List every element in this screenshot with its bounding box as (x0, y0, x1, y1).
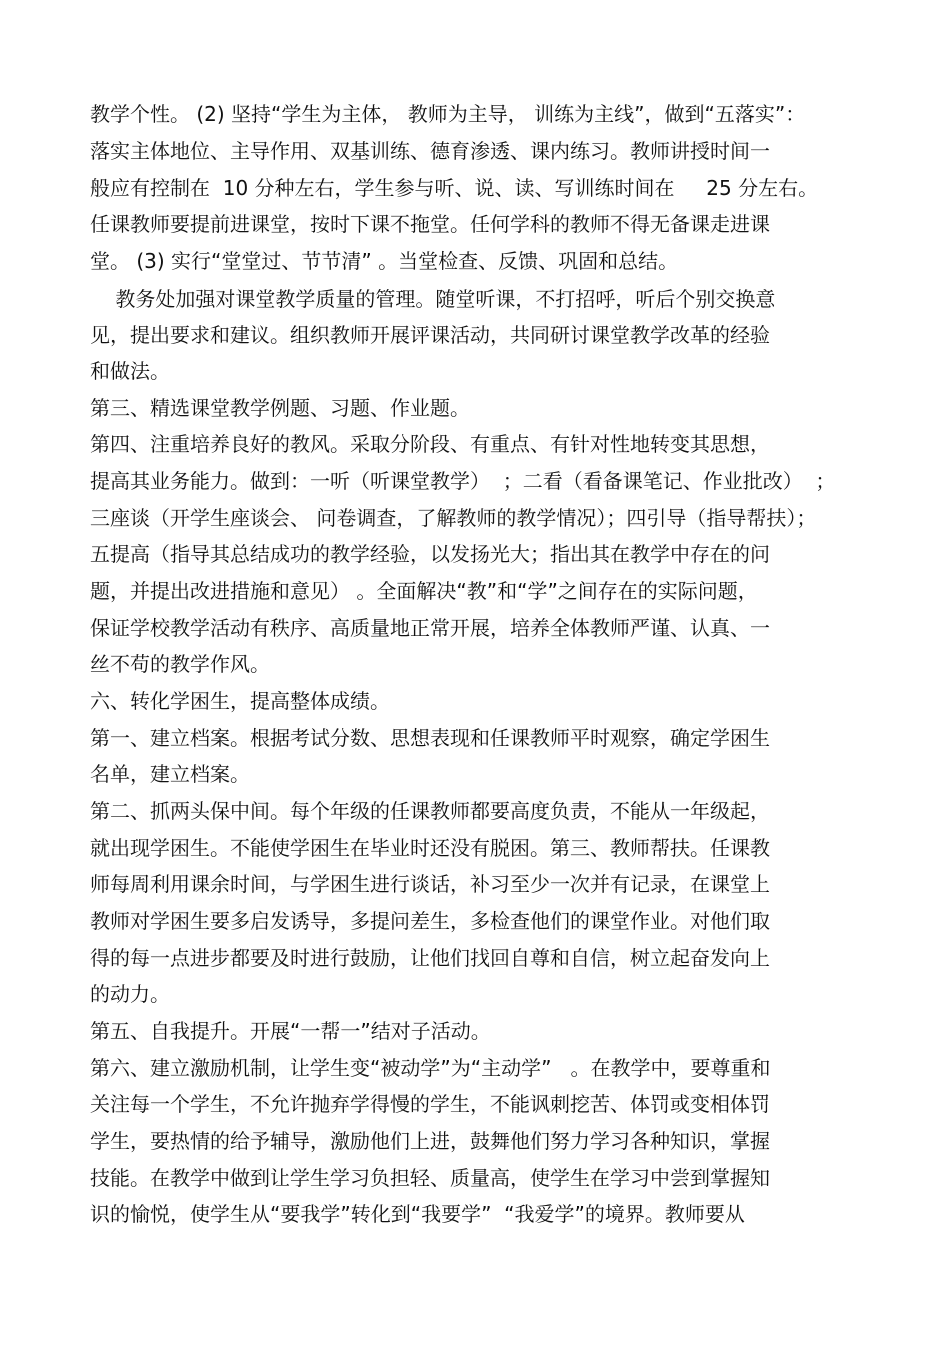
text-line: 提高其业务能力。做到：一听（听课堂教学） ；二看（看备课笔记、作业批改） ； (90, 469, 836, 493)
text-line: 教师对学困生要多启发诱导，多提问差生，多检查他们的课堂作业。对他们取 (90, 909, 770, 933)
text-line: 题，并提出改进措施和意见） 。全面解决“教”和“学”之间存在的实际问题， (90, 579, 758, 603)
text-line: 五提高（指导其总结成功的教学经验，以发扬光大；指出其在教学中存在的问 (90, 542, 770, 566)
text-line: 六、转化学困生，提高整体成绩。 (90, 689, 390, 713)
text-line: 得的每一点进步都要及时进行鼓励，让他们找回自尊和自信，树立起奋发向上 (90, 946, 770, 970)
text-line: 保证学校教学活动有秩序、高质量地正常开展，培养全体教师严谨、认真、一 (90, 616, 770, 640)
text-line: 关注每一个学生，不允许抛弃学得慢的学生，不能讽刺挖苦、体罚或变相体罚 (90, 1092, 770, 1116)
text-line: 识的愉悦，使学生从“要我学”转化到“我要学” “我爱学”的境界。教师要从 (90, 1202, 745, 1226)
text-line: 和做法。 (90, 359, 170, 383)
text-line: 的动力。 (90, 982, 170, 1006)
text-line: 师每周利用课余时间，与学困生进行谈话，补习至少一次并有记录，在课堂上 (90, 872, 770, 896)
text-line: 教学个性。 (2) 坚持“学生为主体， 教师为主导， 训练为主线”，做到“五落实”： (90, 102, 806, 126)
text-line: 第二、抓两头保中间。每个年级的任课教师都要高度负责，不能从一年级起， (90, 799, 770, 823)
text-line: 任课教师要提前进课堂，按时下课不拖堂。任何学科的教师不得无备课走进课 (90, 212, 770, 236)
text-line: 第六、建立激励机制，让学生变“被动学”为“主动学” 。在教学中，要尊重和 (90, 1056, 771, 1080)
text-line: 技能。在教学中做到让学生学习负担轻、质量高，使学生在学习中尝到掌握知 (90, 1166, 770, 1190)
text-line: 堂。 (3) 实行“堂堂过、节节清” 。当堂检查、反馈、巩固和总结。 (90, 249, 679, 273)
text-line: 第五、自我提升。开展“一帮一”结对子活动。 (90, 1019, 491, 1043)
text-line: 见，提出要求和建议。组织教师开展评课活动，共同研讨课堂教学改革的经验 (90, 323, 770, 347)
text-line: 学生，要热情的给予辅导，激励他们上进，鼓舞他们努力学习各种知识，掌握 (90, 1129, 770, 1153)
text-line: 名单，建立档案。 (90, 762, 250, 786)
text-line: 般应有控制在 10 分种左右，学生参与听、说、读、写训练时间在 25 分左右。 (90, 176, 819, 200)
text-line: 落实主体地位、主导作用、双基训练、德育渗透、课内练习。教师讲授时间一 (90, 139, 770, 163)
text-line: 第三、精选课堂教学例题、习题、作业题。 (90, 396, 470, 420)
text-line: 三座谈（开学生座谈会、 问卷调查，了解教师的教学情况）；四引导（指导帮扶）； (90, 506, 817, 530)
text-line: 第四、注重培养良好的教风。采取分阶段、有重点、有针对性地转变其思想， (90, 432, 770, 456)
text-line: 第一、建立档案。根据考试分数、思想表现和任课教师平时观察，确定学困生 (90, 726, 770, 750)
text-line: 教务处加强对课堂教学质量的管理。随堂听课，不打招呼，听后个别交换意 (90, 287, 776, 311)
text-line: 丝不苟的教学作风。 (90, 652, 270, 676)
text-line: 就出现学困生。不能使学困生在毕业时还没有脱困。第三、教师帮扶。任课教 (90, 836, 770, 860)
